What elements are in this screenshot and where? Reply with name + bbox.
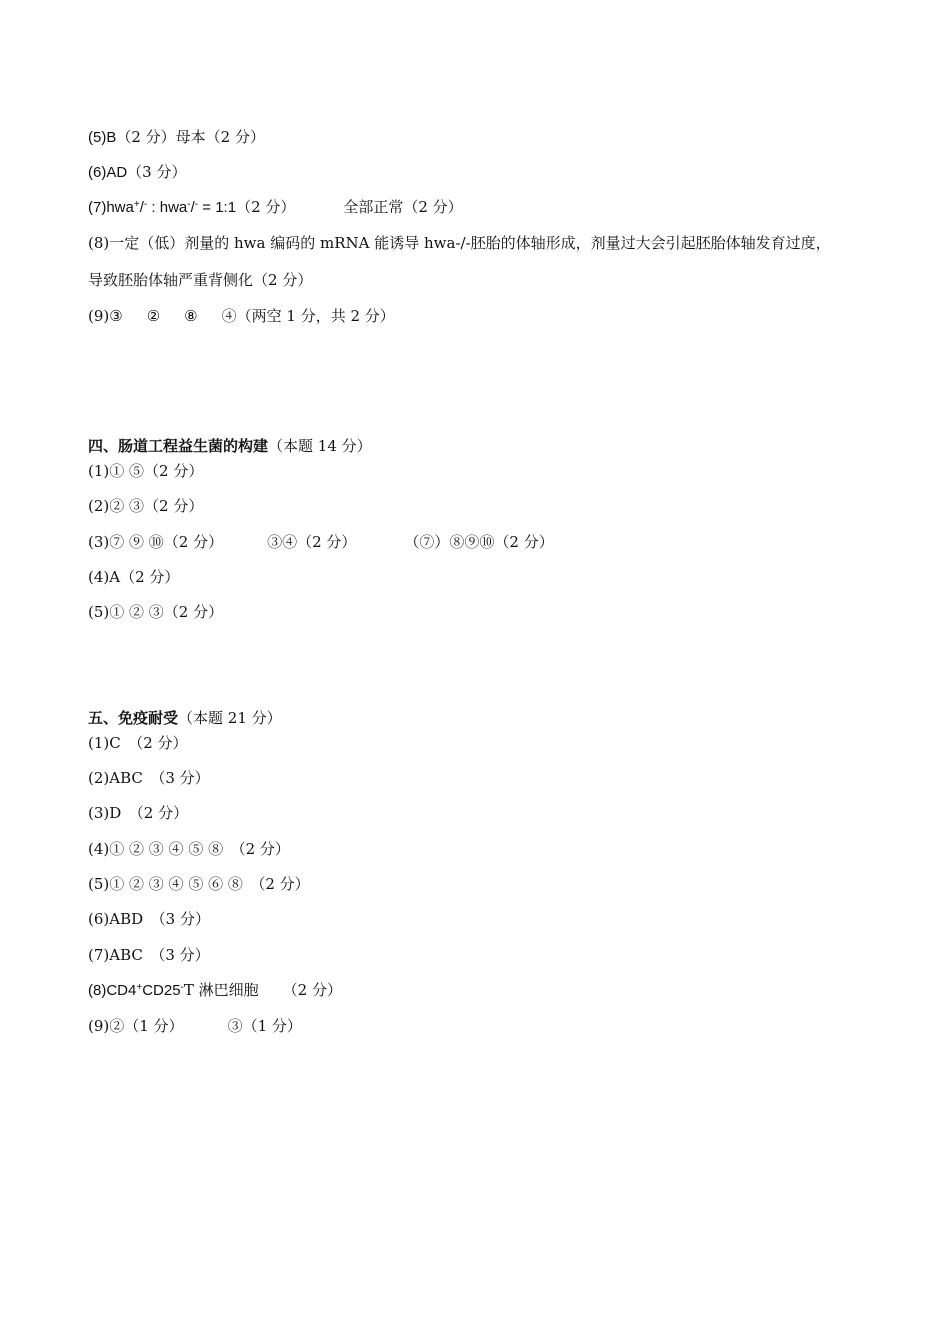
answer-text: ② <box>146 307 161 325</box>
answer-5-2: (2)ABC （3 分） <box>88 769 210 787</box>
answer-4-1: (1)① ⑤（2 分） <box>88 462 204 480</box>
answer-text: ③④（2 分） <box>267 533 357 551</box>
answer-4-3 <box>88 532 554 552</box>
answer-3-9 <box>88 306 395 326</box>
section-title: 五、免疫耐受 <box>88 709 179 727</box>
answer-label: (5)B <box>88 129 117 146</box>
answer-3-5 <box>88 127 265 148</box>
answer-text: （2 分）母本（2 分） <box>116 128 265 146</box>
answer-4-2: (2)② ③（2 分） <box>88 497 204 515</box>
answer-5-8 <box>88 980 342 1001</box>
section-note: （本题 14 分） <box>268 437 372 455</box>
cell-type-text: (8)CD4+CD25- <box>88 982 184 999</box>
answer-5-9 <box>88 1016 302 1036</box>
answer-3-6 <box>88 162 186 183</box>
answer-label: (9)③ <box>88 307 123 325</box>
answer-label: (6)AD <box>88 164 128 181</box>
answer-5-4: (4)① ② ③ ④ ⑤ ⑧ （2 分） <box>88 840 290 858</box>
section-title: 四、肠道工程益生菌的构建 <box>88 437 269 455</box>
answer-4-5: (5)① ② ③（2 分） <box>88 603 224 621</box>
answer-text: (3)⑦ ⑨ ⑩（2 分） <box>88 533 224 551</box>
genotype-text: (7)hwa+/- : hwa-/- = 1:1 <box>88 199 237 216</box>
answer-5-7: (7)ABC （3 分） <box>88 946 210 964</box>
section-5-heading <box>88 708 282 728</box>
answer-text: ④（两空 1 分，共 2 分） <box>221 307 395 325</box>
answer-3-8-line1: (8)一定（低）剂量的 hwa 编码的 mRNA 能诱导 hwa-/-胚胎的体轴形成，剂量过大会引起胚胎体轴发育过度， <box>88 234 831 252</box>
answer-text: （⑦）⑧⑨⑩（2 分） <box>404 533 554 551</box>
answer-5-3: (3)D （2 分） <box>88 804 189 822</box>
score-text: （2 分） <box>236 198 296 216</box>
answer-text: ⑧ <box>184 307 198 325</box>
answer-3-7 <box>88 197 463 218</box>
answer-5-5: (5)① ② ③ ④ ⑤ ⑥ ⑧ （2 分） <box>88 875 310 893</box>
answer-text: T 淋巴细胞 <box>183 981 259 999</box>
answer-text: 全部正常（2 分） <box>343 198 463 216</box>
answer-4-4: (4)A（2 分） <box>88 568 180 586</box>
section-4-heading <box>88 436 372 456</box>
section-note: （本题 21 分） <box>178 709 282 727</box>
answer-3-8-line2: 导致胚胎体轴严重背侧化（2 分） <box>88 271 313 289</box>
answer-text: （3 分） <box>127 163 187 181</box>
score-text: （2 分） <box>282 981 342 999</box>
answer-text: ③（1 分） <box>227 1017 302 1035</box>
answer-5-6: (6)ABD （3 分） <box>88 910 210 928</box>
answer-5-1: (1)C （2 分） <box>88 734 188 752</box>
answer-text: (9)②（1 分） <box>88 1017 184 1035</box>
